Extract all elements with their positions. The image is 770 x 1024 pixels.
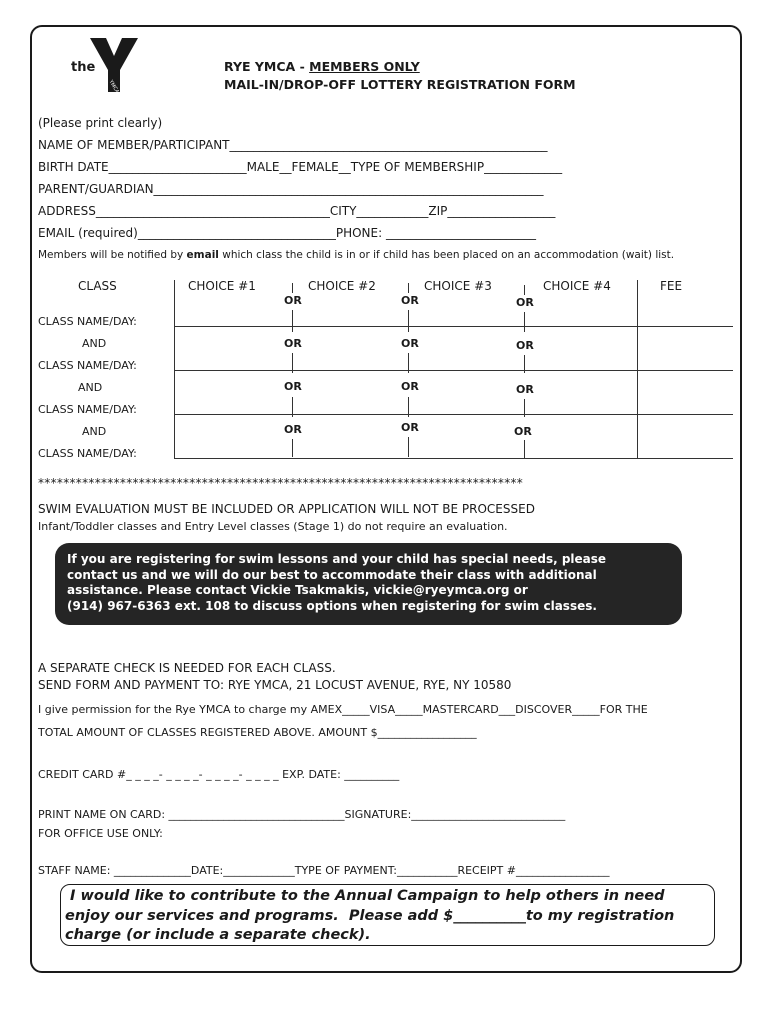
or-label: OR	[514, 425, 532, 438]
or-label: OR	[284, 337, 302, 350]
or-label: OR	[401, 337, 419, 350]
total-amount-field[interactable]: TOTAL AMOUNT OF CLASSES REGISTERED ABOVE. AMOUNT $__________________	[38, 726, 477, 739]
charge-permission-field[interactable]: I give permission for the Rye YMCA to charge my AMEX_____VISA_____MASTERCARD___DISCOVER_____FOR THE	[38, 703, 648, 716]
office-use-label: FOR OFFICE USE ONLY:	[38, 827, 163, 840]
staff-fields[interactable]: STAFF NAME: ______________DATE:_____________TYPE OF PAYMENT:___________RECEIPT #_________________	[38, 864, 610, 877]
card-name-signature-field[interactable]: PRINT NAME ON CARD: ________________________________SIGNATURE:____________________________	[38, 808, 566, 821]
email-phone-field[interactable]: EMAIL (required)_________________________________PHONE: _________________________	[38, 226, 536, 240]
and-label: AND	[82, 337, 107, 350]
divider-class	[174, 280, 175, 458]
credit-card-field[interactable]: CREDIT CARD #_ _ _ _- _ _ _ _- _ _ _ _- _ _ _ _ EXP. DATE: __________	[38, 768, 400, 781]
divider-fee	[637, 280, 638, 458]
annual-campaign-box	[60, 884, 715, 946]
campaign-amount-line[interactable]: enjoy our services and programs. Please add $__________to my registration	[65, 907, 675, 924]
campaign-line: I would like to contribute to the Annual Campaign to help others in need	[65, 888, 665, 904]
or-label: OR	[401, 294, 419, 307]
header-choice-4: CHOICE #4	[543, 279, 611, 293]
or-label: OR	[516, 296, 534, 309]
form-subtitle: MAIL-IN/DROP-OFF LOTTERY REGISTRATION FORM	[224, 77, 576, 92]
address-field[interactable]: ADDRESS_______________________________________CITY____________ZIP__________________	[38, 204, 556, 218]
class-row-label: CLASS NAME/DAY:	[38, 403, 137, 416]
star-separator: *****************************************************************************	[38, 476, 524, 490]
logo-ymca-text: YMCA	[107, 79, 120, 94]
separate-check-note: A SEPARATE CHECK IS NEEDED FOR EACH CLASS.	[38, 661, 336, 675]
and-label: AND	[82, 425, 107, 438]
class-row-line[interactable]	[174, 326, 733, 327]
birth-date-field[interactable]: BIRTH DATE_______________________MALE__FEMALE__TYPE OF MEMBERSHIP_____________	[38, 160, 563, 174]
campaign-line: charge (or include a separate check).	[65, 927, 371, 943]
class-row-label: CLASS NAME/DAY:	[38, 359, 137, 372]
or-label: OR	[516, 383, 534, 396]
header-class: CLASS	[78, 279, 117, 293]
notification-note: Members will be notified by email which class the child is in or if child has been placed on an accommodation (wait) list.	[38, 249, 675, 261]
print-clearly-note: (Please print clearly)	[38, 116, 163, 130]
swim-evaluation-notice: SWIM EVALUATION MUST BE INCLUDED OR APPLICATION WILL NOT BE PROCESSED	[38, 502, 535, 516]
form-title: RYE YMCA - MEMBERS ONLY	[224, 59, 420, 74]
evaluation-exemption-note: Infant/Toddler classes and Entry Level classes (Stage 1) do not require an evaluation.	[38, 520, 508, 533]
class-row-line[interactable]	[174, 458, 733, 459]
or-label: OR	[284, 294, 302, 307]
and-label: AND	[78, 381, 103, 394]
header-fee: FEE	[660, 279, 683, 293]
or-label: OR	[401, 380, 419, 393]
or-label: OR	[284, 423, 302, 436]
class-row-line[interactable]	[174, 370, 733, 371]
class-row-label: CLASS NAME/DAY:	[38, 315, 137, 328]
ymca-logo	[68, 34, 140, 94]
class-row-line[interactable]	[174, 414, 733, 415]
or-label: OR	[284, 380, 302, 393]
class-row-label: CLASS NAME/DAY:	[38, 447, 137, 460]
header-choice-1: CHOICE #1	[188, 279, 256, 293]
parent-guardian-field[interactable]: PARENT/GUARDIAN_________________________________________________________________	[38, 182, 544, 196]
header-choice-3: CHOICE #3	[424, 279, 492, 293]
or-label: OR	[516, 339, 534, 352]
logo-the-text: the	[71, 60, 96, 75]
special-needs-box: If you are registering for swim lessons and your child has special needs, please contact us and we will do our best to accommodate their class with additional assistance. Please contact Vickie Tsakmakis, vickie@ryeymca.org or (914) 967-6363 ext. 108 to discuss options when registering for swim classes.	[55, 543, 682, 625]
mailing-address: SEND FORM AND PAYMENT TO: RYE YMCA, 21 LOCUST AVENUE, RYE, NY 10580	[38, 678, 512, 692]
name-field[interactable]: NAME OF MEMBER/PARTICIPANT_____________________________________________________	[38, 138, 548, 152]
header-choice-2: CHOICE #2	[308, 279, 376, 293]
or-label: OR	[401, 421, 419, 434]
